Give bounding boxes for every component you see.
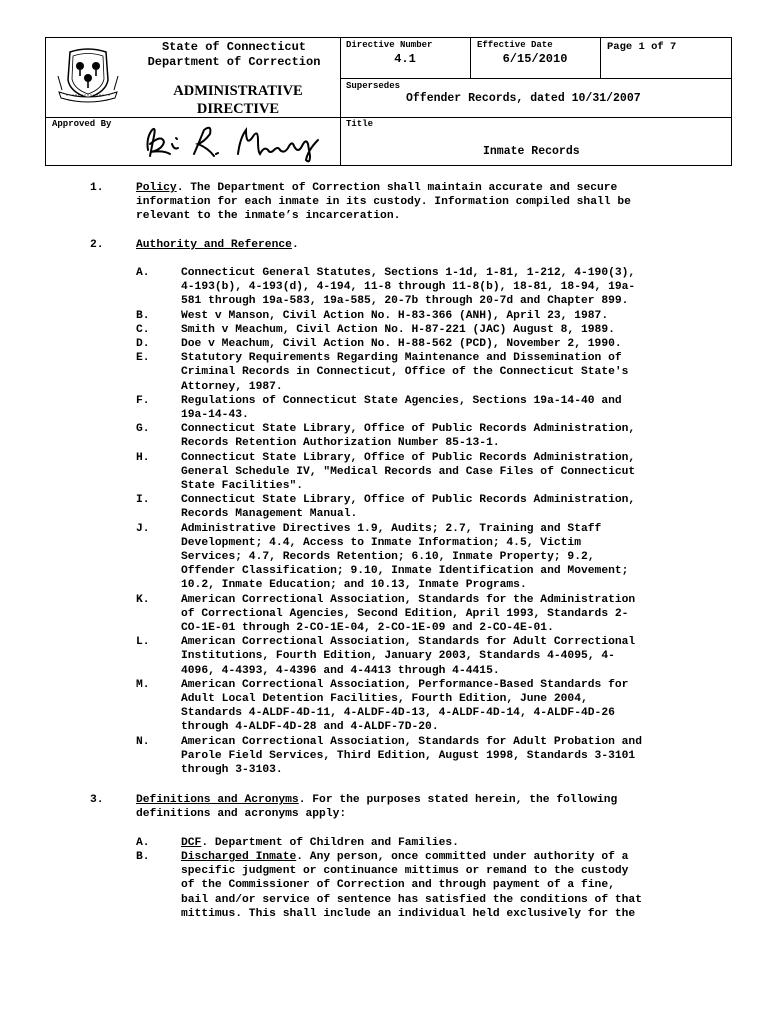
section-3-heading: Definitions and Acronyms: [136, 794, 299, 806]
reference-item-line: 10.2, Inmate Education; and 10.13, Inmate Programs.: [181, 579, 527, 592]
doc-type-line-2: DIRECTIVE: [196, 101, 280, 117]
reference-item-line: Offender Classification; 9.10, Inmate Identification and Movement;: [181, 565, 629, 578]
reference-item-letter: I.: [136, 494, 150, 507]
reference-item-line: Records Management Manual.: [181, 508, 358, 521]
reference-item-line: 581 through 19a-583, 19a-585, 20-7b through 20-7d and Chapter 899.: [181, 295, 629, 308]
section-1-body: [136, 181, 631, 224]
reference-item-line: Connecticut General Statutes, Sections 1-1d, 1-81, 1-212, 4-190(3),: [181, 267, 636, 279]
reference-item: [181, 735, 642, 778]
reference-item: [181, 451, 635, 494]
section-3-number: 3.: [90, 794, 104, 806]
definition-b-line: of the Commissioner of Correction and through payment of a fine,: [181, 879, 615, 892]
definition-a-letter: A.: [136, 837, 150, 849]
reference-item: [181, 266, 635, 309]
reference-item-line: Connecticut State Library, Office of Public Records Administration,: [181, 423, 636, 436]
approved-by-label: Approved By: [52, 119, 112, 129]
reference-item-letter: C.: [136, 323, 150, 336]
reference-item-letter: F.: [136, 394, 150, 407]
reference-item: [181, 337, 622, 351]
reference-item-line: Administrative Directives 1.9, Audits; 2.7, Training and Staff: [181, 522, 602, 535]
reference-item: [181, 635, 635, 678]
reference-item-line: Parole Field Services, Third Edition, August 1998, Standards 3-3101: [181, 749, 636, 762]
supersedes-label: Supersedes: [346, 81, 401, 91]
definition-b-term: Discharged Inmate: [181, 851, 297, 863]
definition-a-term: DCF: [181, 837, 202, 849]
reference-item-line: American Correctional Association, Standards for Adult Probation and: [181, 735, 642, 748]
section-2-number: 2.: [90, 239, 104, 251]
definition-a: [181, 836, 459, 850]
definition-b-letter: B.: [136, 851, 150, 863]
effective-date: 6/15/2010: [502, 52, 568, 66]
page-number: Page 1 of 7: [607, 41, 677, 53]
reference-item-line: Regulations of Connecticut State Agencies, Sections 19a-14-40 and: [181, 394, 622, 407]
agency-name: [134, 40, 334, 70]
divider: [340, 38, 341, 166]
reference-item-letter: K.: [136, 593, 150, 606]
reference-item: [181, 493, 635, 521]
reference-item-letter: N.: [136, 735, 150, 748]
section-1-number: 1.: [90, 182, 104, 194]
definition-b: [181, 850, 642, 921]
effective-date-label: Effective Date: [477, 40, 553, 50]
reference-item-line: American Correctional Association, Standards for the Administration: [181, 593, 636, 606]
definition-a-text: . Department of Children and Families.: [201, 837, 459, 849]
connecticut-seal-icon: [56, 46, 120, 106]
title-value: Inmate Records: [483, 145, 580, 158]
directive-header-table: [45, 37, 732, 166]
definition-b-line: specific judgment or continuance mittimus or remand to the custody: [181, 865, 629, 878]
section-2-heading-line: [136, 238, 299, 252]
reference-item-line: Criminal Records in Connecticut, Office of the Connecticut State's: [181, 366, 629, 379]
reference-item-line: CO-1E-01 through 2-CO-1E-04, 2-CO-1E-09 and 2-CO-4E-01.: [181, 622, 554, 634]
reference-item-line: Attorney, 1987.: [181, 380, 283, 393]
reference-item-letter: D.: [136, 338, 150, 350]
reference-item-line: Connecticut State Library, Office of Public Records Administration,: [181, 494, 636, 507]
divider: [340, 78, 732, 79]
definition-b-line: bail and/or service of sentence has satisfied the conditions of that: [181, 893, 642, 906]
reference-item-letter: H.: [136, 451, 150, 464]
reference-item-letter: M.: [136, 678, 150, 691]
reference-item-letter: J.: [136, 522, 150, 535]
section-1-heading: Policy: [136, 182, 177, 194]
section-1-line-2: information for each inmate in its custody. Information compiled shall be: [136, 196, 631, 209]
reference-item-line: of Correctional Agencies, Second Edition, April 1993, Standards 2-: [181, 607, 629, 620]
signature-image: [142, 120, 332, 166]
agency-line-1: State of Connecticut: [161, 40, 307, 54]
reference-item-line: 4096, 4-4393, 4-4396 and 4-4413 through 4-4415.: [181, 664, 500, 677]
reference-item-line: Adult Local Detention Facilities, Fourth Edition, June 2004,: [181, 693, 588, 705]
divider: [600, 38, 601, 78]
reference-item-line: Statutory Requirements Regarding Maintenance and Dissemination of: [181, 352, 622, 365]
reference-item-line: Records Retention Authorization Number 85-13-1.: [181, 437, 500, 450]
reference-item-line: American Correctional Association, Standards for Adult Correctional: [181, 636, 636, 649]
reference-item: [181, 522, 628, 593]
divider: [46, 117, 732, 118]
reference-item-line: Connecticut State Library, Office of Public Records Administration,: [181, 451, 636, 464]
reference-item-line: Doe v Meachum, Civil Action No. H-88-562 (PCD), November 2, 1990.: [181, 338, 622, 350]
reference-item-line: Standards 4-ALDF-4D-11, 4-ALDF-4D-13, 4-ALDF-4D-14, 4-ALDF-4D-26: [181, 707, 615, 720]
agency-line-2: Department of Correction: [147, 55, 321, 69]
reference-item: [181, 394, 622, 422]
section-3-line-1: . For the purposes stated herein, the following: [298, 794, 618, 806]
reference-item: [181, 422, 635, 450]
reference-item-line: Services; 4.7, Records Retention; 6.10, Inmate Property; 9.2,: [181, 551, 595, 563]
section-1-line-1: . The Department of Correction shall maintain accurate and secure: [176, 182, 618, 194]
divider: [470, 38, 471, 78]
reference-item-line: American Correctional Association, Performance-Based Standards for: [181, 678, 629, 691]
reference-item-line: Smith v Meachum, Civil Action No. H-87-221 (JAC) August 8, 1989.: [181, 323, 615, 336]
reference-item-line: Institutions, Fourth Edition, January 2003, Standards 4-4095, 4-: [181, 650, 615, 663]
reference-item-letter: G.: [136, 423, 150, 436]
reference-item-letter: E.: [136, 352, 150, 365]
reference-item: [181, 678, 628, 735]
section-3-line-2: definitions and acronyms apply:: [136, 808, 347, 821]
reference-item-line: General Schedule IV, "Medical Records and Case Files of Connecticut: [181, 465, 636, 478]
definition-b-line: mittimus. This shall include an individual held exclusively for the: [181, 907, 636, 920]
reference-item-line: West v Manson, Civil Action No. H-83-366 (ANH), April 23, 1987.: [181, 309, 609, 322]
section-2-heading: Authority and Reference: [136, 239, 292, 251]
reference-item: [181, 309, 608, 323]
reference-item-letter: A.: [136, 267, 150, 279]
reference-item: [181, 323, 615, 337]
section-3-body: [136, 793, 617, 821]
reference-item-line: through 3-3103.: [181, 764, 283, 776]
reference-item-line: State Facilities".: [181, 480, 304, 492]
section-1-line-3: relevant to the inmate’s incarceration.: [136, 210, 401, 223]
directive-number-label: Directive Number: [346, 40, 433, 50]
supersedes-value: Offender Records, dated 10/31/2007: [406, 92, 641, 105]
reference-item-letter: B.: [136, 309, 150, 322]
reference-item: [181, 351, 628, 394]
document-type: [150, 82, 326, 118]
reference-item-line: Development; 4.4, Access to Inmate Information; 4.5, Victim: [181, 536, 581, 549]
reference-item-line: 19a-14-43.: [181, 409, 249, 421]
directive-number: 4.1: [394, 52, 416, 66]
reference-item: [181, 593, 635, 636]
reference-item-line: 4-193(b), 4-193(d), 4-194, 11-8 through 11-8(b), 18-81, 18-94, 19a-: [181, 281, 636, 294]
title-label: Title: [346, 119, 374, 129]
reference-item-line: through 4-ALDF-4D-28 and 4-ALDF-7D-20.: [181, 721, 439, 734]
section-2-heading-period: .: [291, 239, 299, 251]
definition-b-text: . Any person, once committed under authority of a: [296, 851, 629, 863]
doc-type-line-1: ADMINISTRATIVE: [173, 83, 303, 99]
reference-item-letter: L.: [136, 636, 150, 649]
